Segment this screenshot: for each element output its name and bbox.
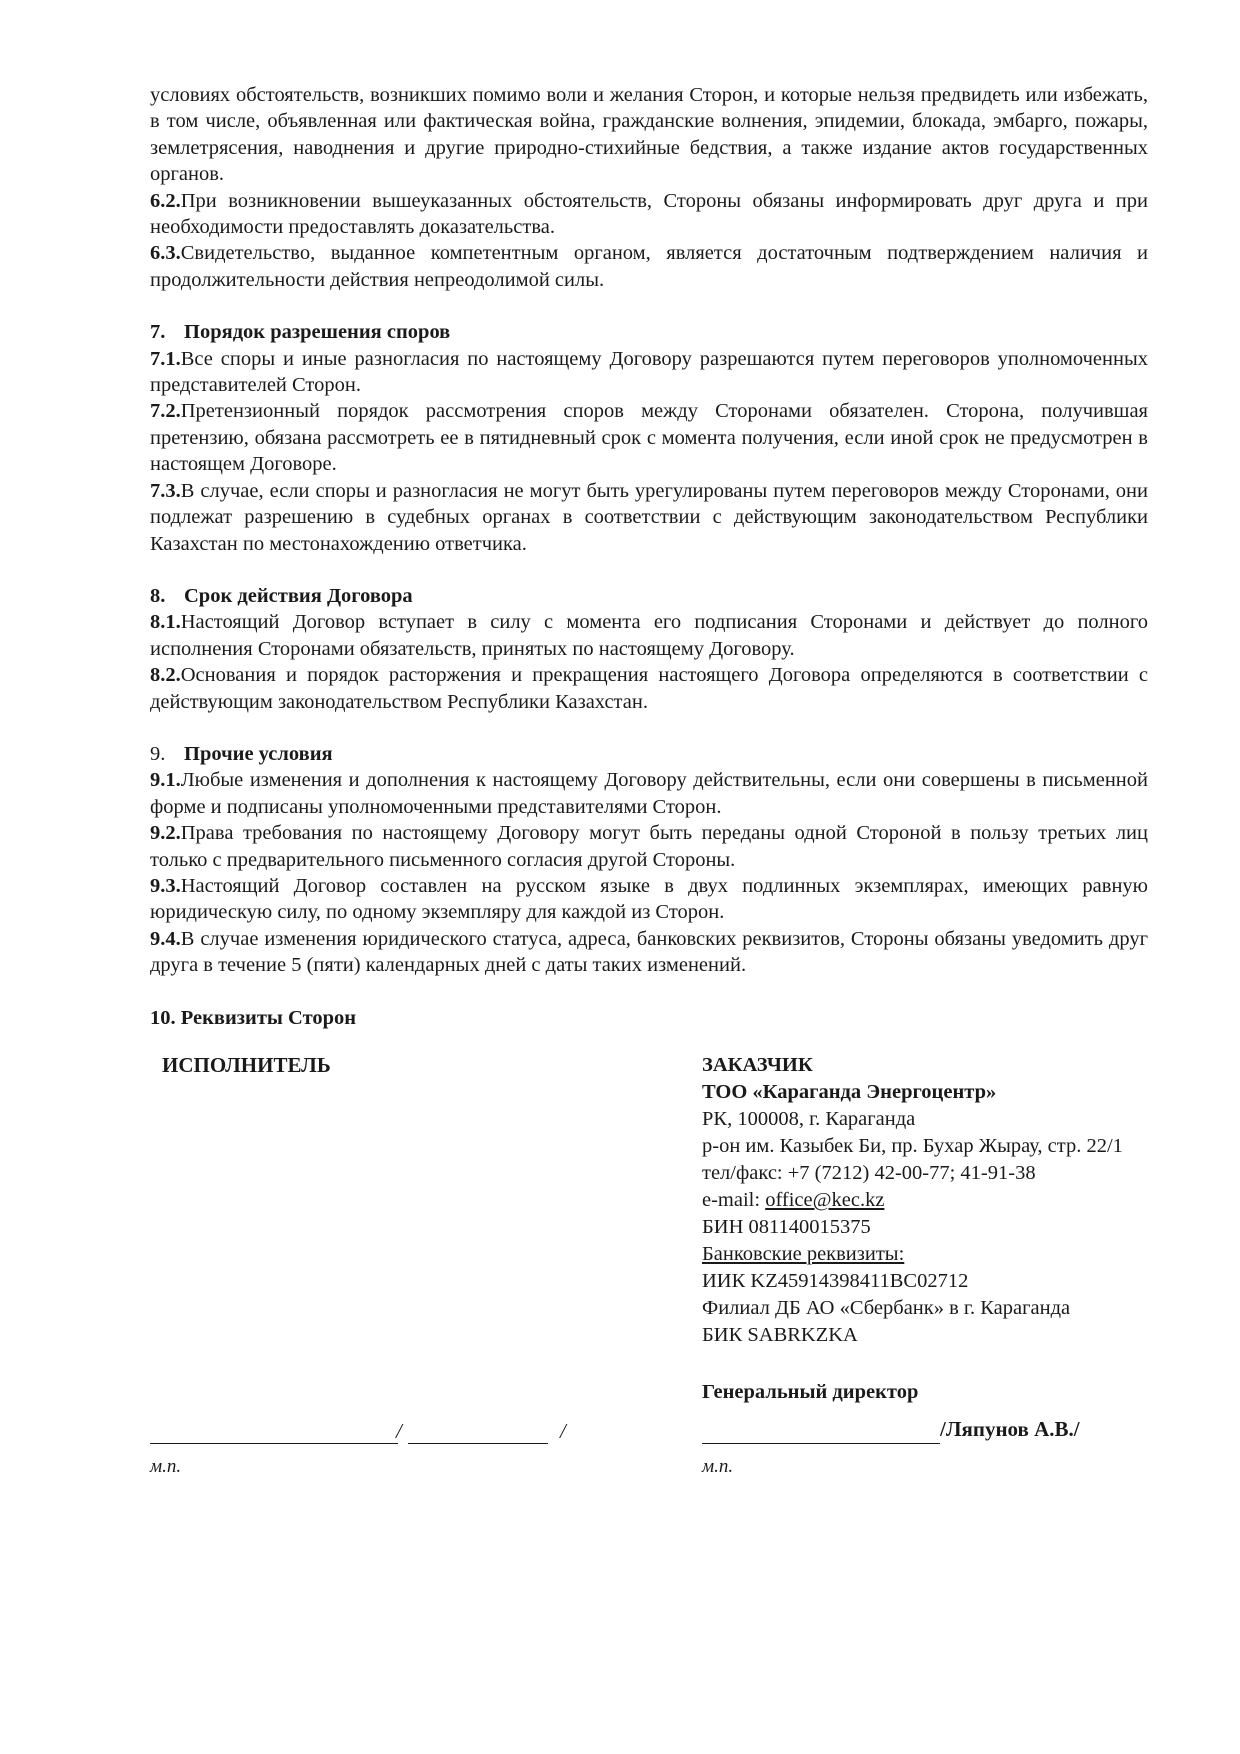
section-number: 7. [150, 321, 166, 344]
customer-label: ЗАКАЗЧИК [702, 1054, 813, 1076]
bank-details-label: Банковские реквизиты: [702, 1243, 905, 1265]
clause-9-1 [150, 767, 1148, 820]
clause-number: 9.1. [150, 769, 181, 792]
section-number: 8. [150, 584, 166, 607]
clause-9-3 [150, 873, 1148, 926]
clause-text: Свидетельство, выданное компетентным органом, является достаточным подтверждением наличия и продолжительности действия непреодолимой силы. [150, 242, 1148, 291]
customer-bin: БИН 081140015375 [702, 1216, 871, 1238]
customer-bik: БИК SABRKZKA [702, 1324, 858, 1346]
clause-8-2 [150, 662, 1148, 715]
signature-slash: / [560, 1419, 566, 1443]
clause-text: Права требования по настоящему Договору могут быть переданы одной Стороной в пользу третьих лиц только с предварительного письменного согласия другой Стороны. [150, 822, 1148, 871]
customer-email-line [702, 1187, 1172, 1214]
customer-signer-role: Генеральный директор [702, 1381, 919, 1403]
clause-9-2 [150, 820, 1148, 873]
clause-text: Любые изменения и дополнения к настоящему Договору действительны, если они совершены в письменной форме и подписаны уполномоченными представителями Сторон. [150, 769, 1148, 818]
clause-number: 9.4. [150, 927, 181, 950]
clause-6-2 [150, 188, 1148, 241]
clause-text: В случае, если споры и разногласия не могут быть урегулированы путем переговоров между Сторонами, они подлежат разрешению в судебных органах в соответствии с действующим законодательством Республики Казахстан по местонахождению ответчика. [150, 479, 1148, 555]
signature-slash: / [396, 1419, 402, 1443]
clause-number: 8.1. [150, 611, 181, 634]
executor-label: ИСПОЛНИТЕЛЬ [162, 1053, 331, 1077]
section-7-heading [150, 319, 1148, 345]
clause-9-4 [150, 926, 1148, 979]
clause-text: В случае изменения юридического статуса, адреса, банковских реквизитов, Стороны обязаны уведомить друг друга в течение 5 (пяти) календарных дней с даты таких изменений. [150, 927, 1148, 977]
section-number: 9. [150, 742, 166, 765]
section-title: Срок действия Договора [184, 584, 413, 607]
clause-7-1 [150, 346, 1148, 399]
section-title: Прочие условия [184, 742, 333, 765]
customer-org: ТОО «Караганда Энергоцентр» [702, 1081, 997, 1103]
email-prefix: e-mail: [702, 1189, 766, 1211]
section-title: Порядок разрешения споров [184, 321, 451, 344]
clause-text: Все споры и иные разногласия по настоящему Договору разрешаются путем переговоров уполномоченных представителей Сторон. [150, 347, 1148, 397]
clause-text: Претензионный порядок рассмотрения споров между Сторонами обязателен. Сторона, получившая претензию, обязана рассмотреть ее в пятидневный срок с момента получения, если иной срок не предусмотрен в настоящем Договоре. [150, 400, 1148, 476]
customer-signature-block [702, 1418, 1162, 1448]
clause-6-3 [150, 240, 1148, 293]
executor-stamp-place: м.п. [150, 1456, 182, 1477]
clause-number: 7.2. [150, 400, 181, 423]
clause-7-3 [150, 478, 1148, 557]
section-10-heading: 10. Реквизиты Сторон [150, 1006, 357, 1029]
executor-signature-block [150, 1418, 570, 1448]
clause-number: 6.3. [150, 242, 181, 265]
clause-number: 6.2. [150, 189, 181, 212]
customer-iik: ИИК KZ45914398411BC02712 [702, 1270, 969, 1292]
clause-number: 7.3. [150, 479, 181, 502]
clause-number: 9.3. [150, 874, 181, 897]
customer-signer-name: /Ляпунов А.В./ [940, 1417, 1080, 1441]
clause-text: Основания и порядок расторжения и прекращения настоящего Договора определяются в соответствии с действующим законодательством Республики Казахстан. [150, 664, 1148, 713]
customer-address-city: РК, 100008, г. Караганда [702, 1108, 916, 1130]
clause-7-2 [150, 398, 1148, 477]
force-majeure-intro: условиях обстоятельств, возникших помимо воли и желания Сторон, и которые нельзя предвидеть или избежать, в том числе, объявленная или фактическая война, гражданские волнения, эпидемии, блокада, эмбарго, пожары, землетрясения, наводнения и другие природно-стихийные бедствия, а также издание актов государственных органов. [150, 84, 1148, 186]
customer-details [702, 1052, 1172, 1406]
clause-text: Настоящий Договор вступает в силу с момента его подписания Сторонами и действует до полного исполнения Сторонами обязательств, принятых по настоящему Договору. [150, 611, 1148, 660]
customer-phone: тел/факс: +7 (7212) 42-00-77; 41-91-38 [702, 1162, 1036, 1184]
signature-line [702, 1443, 940, 1444]
customer-address-street: р-он им. Казыбек Би, пр. Бухар Жырау, стр. 22/1 [702, 1135, 1123, 1157]
customer-bank-branch: Филиал ДБ АО «Сбербанк» в г. Караганда [702, 1297, 1071, 1319]
section-9-heading [150, 741, 1148, 767]
clause-text: Настоящий Договор составлен на русском языке в двух подлинных экземплярах, имеющих равную юридическую силу, по одному экземпляру для каждой из Сторон. [150, 874, 1148, 924]
customer-stamp-place: м.п. [702, 1456, 734, 1477]
clause-8-1 [150, 609, 1148, 662]
clause-number: 9.2. [150, 822, 181, 845]
section-8-heading [150, 583, 1148, 609]
signature-line [150, 1443, 398, 1444]
email-link[interactable]: office@kec.kz [765, 1189, 885, 1211]
clause-text: При возникновении вышеуказанных обстоятельств, Стороны обязаны информировать друг друга и при необходимости предоставлять доказательства. [150, 189, 1148, 239]
clause-number: 8.2. [150, 664, 181, 687]
contract-body [150, 82, 1148, 1031]
name-line [408, 1443, 548, 1444]
clause-number: 7.1. [150, 347, 181, 370]
